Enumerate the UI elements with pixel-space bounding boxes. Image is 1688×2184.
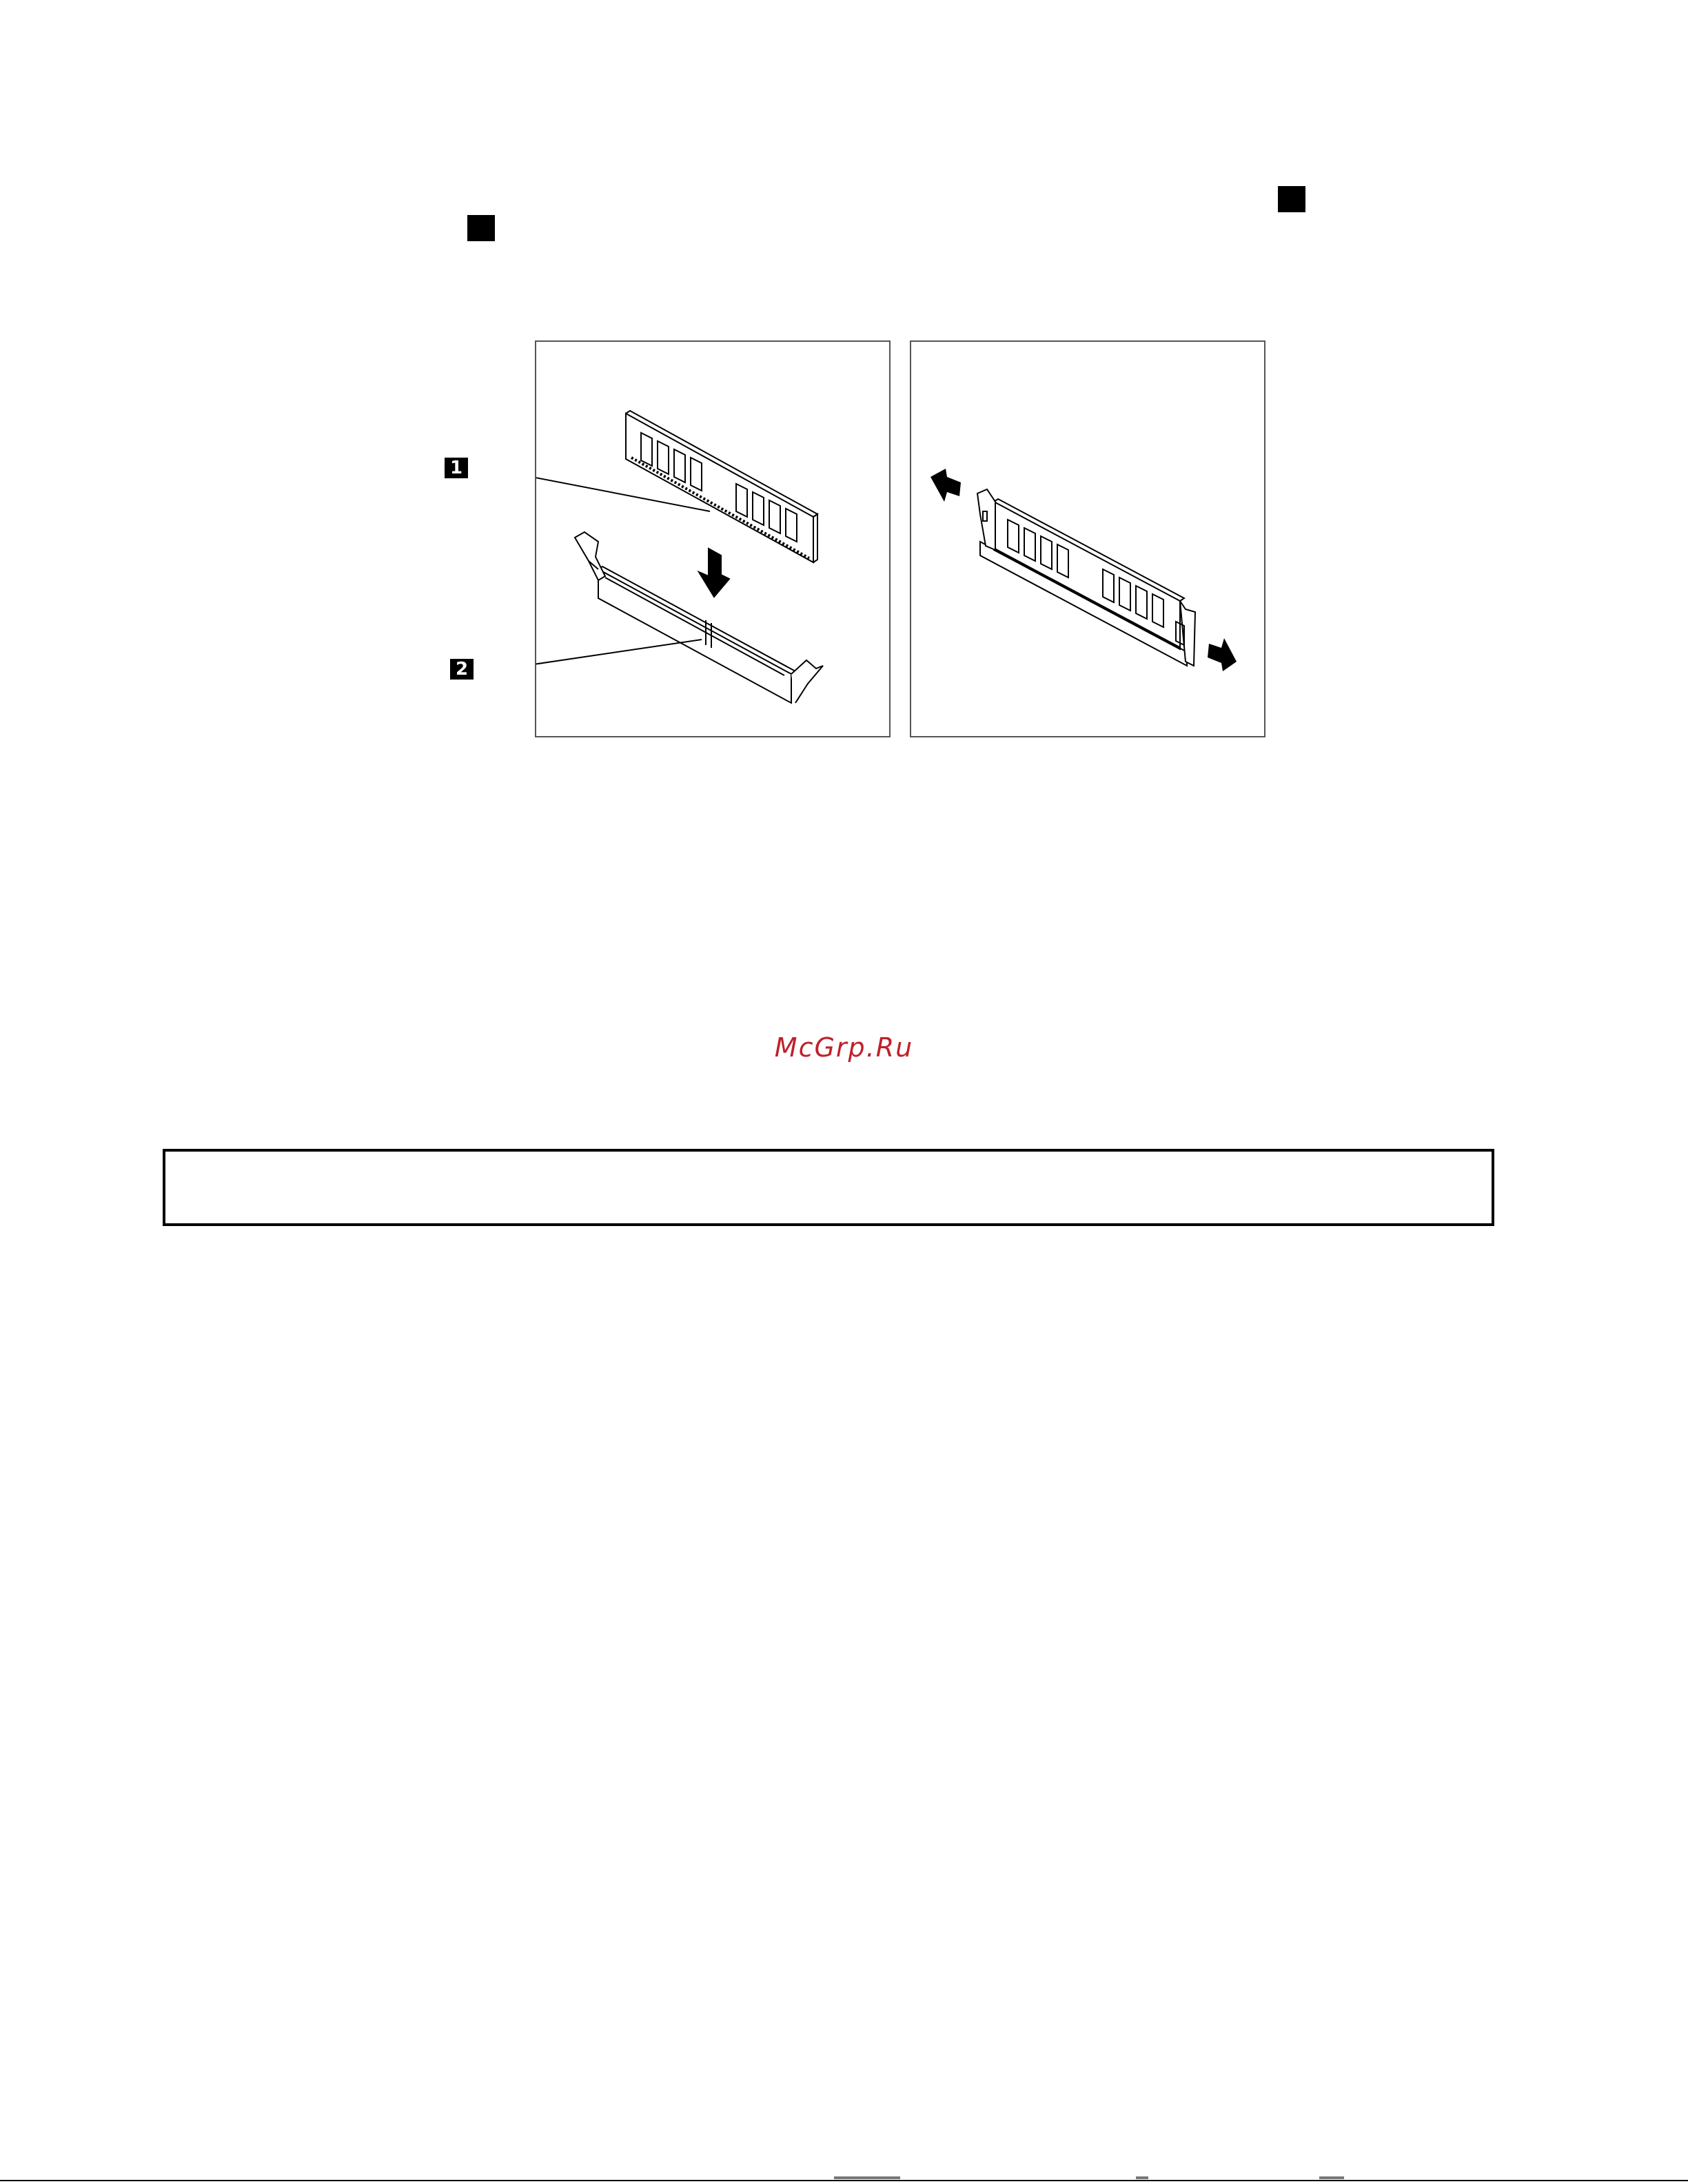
press-arrow-left-icon	[931, 469, 961, 502]
memory-module-insertion-illustration	[536, 342, 889, 736]
callout-label: 2	[455, 659, 469, 680]
memory-module-seated-illustration	[911, 342, 1264, 736]
callout-2	[450, 659, 474, 680]
inline-callout-marker	[467, 215, 495, 241]
press-arrow-right-icon	[1208, 638, 1237, 671]
callout-1	[445, 458, 468, 478]
down-arrow-icon	[699, 549, 729, 597]
footer-fragment	[834, 2176, 900, 2179]
memory-module	[626, 414, 813, 562]
footer-rule	[0, 2180, 1688, 2181]
note-box	[163, 1149, 1494, 1226]
figure-panel-seat-module	[910, 340, 1265, 737]
footer-fragment	[1319, 2176, 1344, 2179]
callout-label: 1	[449, 458, 463, 478]
footer-fragment	[1136, 2176, 1148, 2179]
figure-panel-insert-module	[535, 340, 891, 737]
watermark-label: McGrp.Ru	[774, 1032, 914, 1063]
inline-callout-marker	[1278, 186, 1305, 212]
watermark-text	[0, 1032, 1688, 1063]
